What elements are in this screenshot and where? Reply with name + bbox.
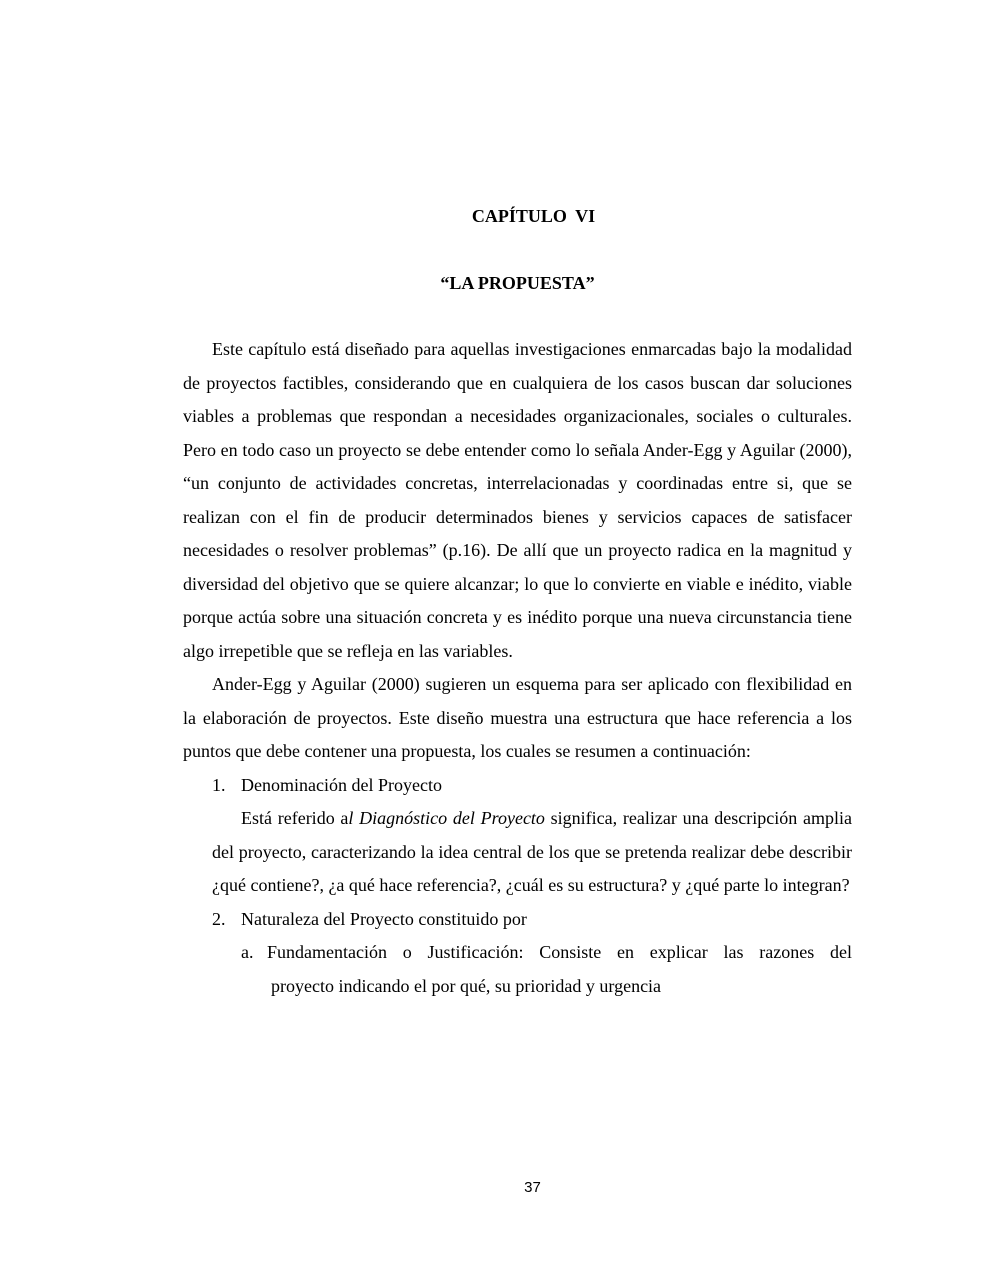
list-item-1-description	[212, 802, 852, 903]
list-item-number: 2.	[212, 908, 226, 929]
sub-item-text	[267, 936, 852, 1003]
desc-l: l	[348, 808, 360, 828]
paragraph-scheme: Ander-Egg y Aguilar (2000) sugieren un esquema para ser aplicado con flexibilidad en la elaboración de proyectos. Este diseño muestra una estructura que hace referencia a los puntos que debe contener una propuesta, los cuales se resumen a continuación:	[183, 674, 852, 761]
page-number: 37	[524, 1179, 541, 1196]
desc-emphasis: Diagnóstico del Proyecto	[359, 808, 545, 828]
desc-after: significa, realizar una descripción amplia del proyecto, caracterizando la idea central de los que se pretenda realizar debe describir ¿qué contiene?, ¿a qué hace referencia?, ¿cuál es su estructura? y ¿qué parte lo integran?	[212, 808, 852, 895]
sub-item-a	[241, 936, 852, 1003]
sub-item-letter: a.	[241, 942, 254, 962]
sub-item-line-1: Fundamentación o Justificación: Consiste en explicar las razones del	[267, 942, 852, 962]
list-item-label: Naturaleza del Proyecto constituido por	[241, 908, 527, 929]
list-item-label: Denominación del Proyecto	[241, 774, 442, 795]
desc-before: Está referido a	[241, 808, 349, 828]
sub-item-line-2: proyecto indicando el por qué, su prioridad y urgencia	[271, 975, 662, 996]
paragraph-intro: Este capítulo está diseñado para aquellas investigaciones enmarcadas bajo la modalidad de proyectos factibles, considerando que en cualquiera de los casos buscan dar soluciones viables a problemas que respondan a necesidades organizacionales, sociales o culturales. Pero en todo caso un proyecto se debe entender como lo señala Ander-Egg y Aguilar (2000), “un conjunto de actividades concretas, interrelacionadas y coordinadas entre si, que se realizan con el fin de producir determinados bienes y servicios capaces de satisfacer necesidades o resolver problemas” (p.16). De allí que un proyecto radica en la magnitud y diversidad del objetivo que se quiere alcanzar; lo que lo convierte en viable e inédito, viable porque actúa sobre una situación concreta y es inédito porque una nueva circunstancia tiene algo irrepetible que se refleja en las variables.	[183, 339, 852, 661]
list-item-2	[212, 903, 852, 937]
list-item-number: 1.	[212, 774, 226, 795]
chapter-subtitle: “LA PROPUESTA”	[440, 273, 595, 293]
list-item-1	[212, 769, 852, 803]
body-text	[183, 333, 852, 1003]
chapter-title: CAPÍTULO VI	[471, 206, 596, 226]
